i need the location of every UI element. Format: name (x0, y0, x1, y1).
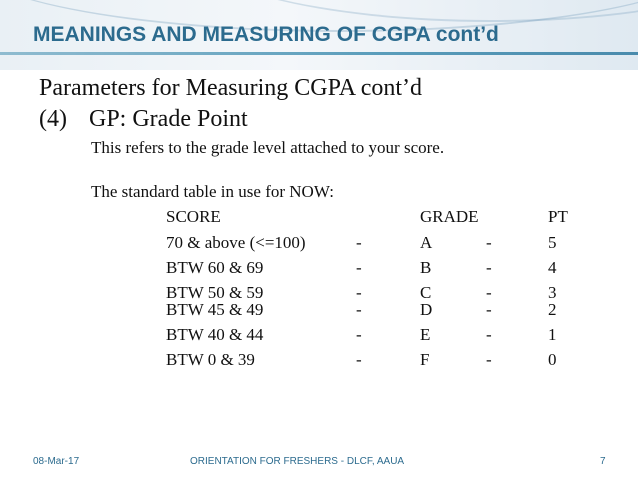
slide-subtitle: Parameters for Measuring CGPA cont’d (39, 75, 423, 101)
row-pt: 2 (548, 300, 557, 319)
item-label: GP: Grade Point (89, 106, 248, 132)
row-separator: - (486, 233, 492, 252)
row-separator: - (486, 283, 492, 302)
slide-title: MEANINGS AND MEASURING OF CGPA cont’d (33, 23, 499, 46)
table-row (0, 300, 638, 324)
footer-page-number: 7 (600, 456, 606, 467)
row-separator: - (356, 283, 362, 302)
header-pt: PT (548, 207, 568, 226)
table-row (0, 258, 638, 282)
row-separator: - (356, 300, 362, 319)
row-pt: 5 (548, 233, 557, 252)
row-grade: E (420, 325, 431, 344)
row-separator: - (356, 233, 362, 252)
row-separator: - (356, 350, 362, 369)
row-pt: 1 (548, 325, 557, 344)
row-separator: - (356, 258, 362, 277)
row-grade: F (420, 350, 430, 369)
row-grade: D (420, 300, 433, 319)
row-grade: B (420, 258, 432, 277)
row-score: BTW 60 & 69 (166, 258, 264, 277)
row-grade: A (420, 233, 433, 252)
footer-date: 08-Mar-17 (33, 456, 80, 467)
table-header-row (0, 207, 638, 231)
header-score: SCORE (166, 207, 221, 226)
row-score: BTW 45 & 49 (166, 300, 264, 319)
row-separator: - (486, 350, 492, 369)
row-separator: - (486, 325, 492, 344)
table-row (0, 350, 638, 374)
item-description: This refers to the grade level attached to your score. (91, 138, 445, 157)
table-intro: The standard table in use for NOW: (91, 182, 334, 201)
item-number: (4) (39, 106, 67, 132)
row-separator: - (486, 258, 492, 277)
row-score: BTW 0 & 39 (166, 350, 255, 369)
row-pt: 4 (548, 258, 557, 277)
row-score: 70 & above (<=100) (166, 233, 306, 252)
row-score: BTW 40 & 44 (166, 325, 264, 344)
row-separator: - (486, 300, 492, 319)
row-pt: 0 (548, 350, 557, 369)
item-heading (39, 106, 248, 133)
table-row (0, 325, 638, 349)
row-score: BTW 50 & 59 (166, 283, 264, 302)
row-pt: 3 (548, 283, 557, 302)
table-row (0, 233, 638, 257)
row-separator: - (356, 325, 362, 344)
row-grade: C (420, 283, 432, 302)
header-grade: GRADE (420, 207, 479, 226)
header-accent-line (0, 52, 638, 55)
footer-center-text: ORIENTATION FOR FRESHERS - DLCF, AAUA (190, 456, 405, 467)
